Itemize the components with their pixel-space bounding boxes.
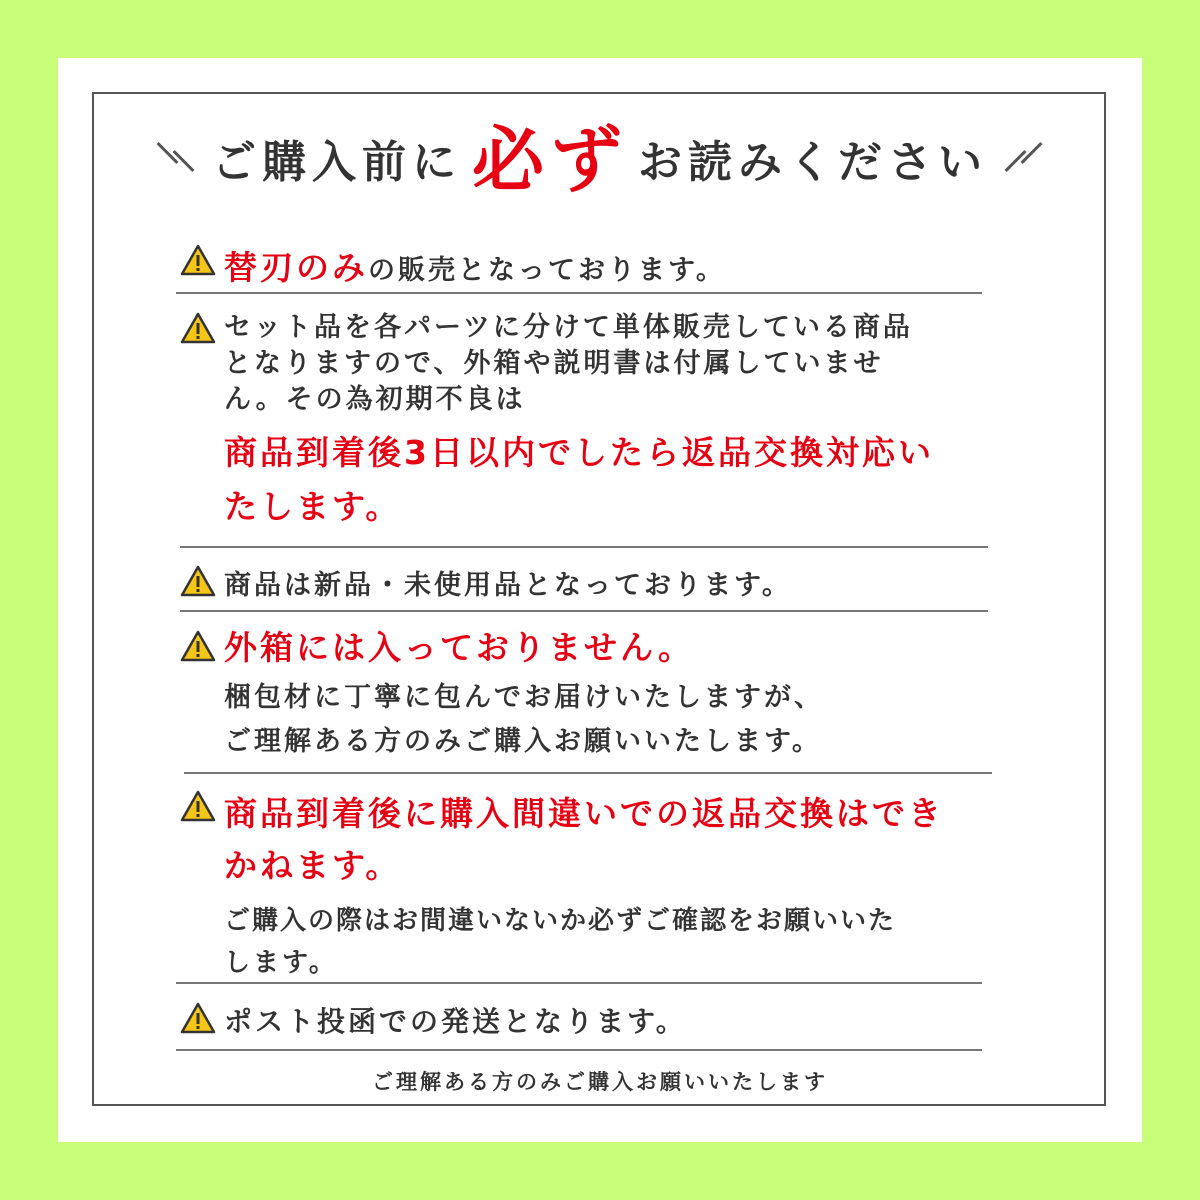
item5-line2: します。 [224,948,338,978]
title-pre: ご購入前に [211,137,462,188]
notice-item-2 [180,310,980,534]
notice-item-5 [180,788,980,984]
divider [180,546,988,548]
warning-icon [180,244,216,276]
item1-highlight: 替刃のみ [224,248,368,287]
item6-text: ポスト投函での発送となります。 [224,1005,687,1038]
item5-line1: ご購入の際はお間違いないか必ずご確認をお願いいた [224,906,897,936]
item5-red-line1: 商品到着後に購入間違いでの返品交換はでき [224,794,944,833]
item4-red: 外箱には入っておりません。 [224,628,694,667]
notice-item-6 [180,1000,980,1040]
slash-decoration-left-icon [158,133,198,183]
item1-text: の販売となっております。 [368,255,726,286]
divider [176,1049,982,1051]
warning-icon [180,790,216,822]
notice-item-1 [180,242,980,289]
item2-line2: となりますので、外箱や説明書は付属していませ [224,348,884,379]
divider [176,982,982,984]
footer-note: ご理解ある方のみご購入お願いいたします [372,1070,828,1094]
item5-red-line2: かねます。 [224,846,402,885]
divider [176,292,982,294]
divider [180,610,988,612]
item3-text: 商品は新品・未使用品となっております。 [224,570,792,601]
warning-icon [180,565,216,597]
warning-icon [180,1002,216,1034]
item2-line3: ん。その為初期不良は [224,384,526,415]
item4-line1: 梱包材に丁寧に包んでお届けいたしますが、 [224,682,824,713]
item2-line1: セット品を各パーツに分けて単体販売している商品 [224,312,913,343]
page-title [92,108,1108,208]
title-post: お読みください [638,137,988,188]
notice-item-4 [180,628,980,764]
item4-line2: ご理解ある方のみご購入お願いいたします。 [224,726,822,757]
item2-red-line1: 商品到着後3日以内でしたら返品交換対応い [224,433,934,472]
warning-icon [180,630,216,662]
title-emphasis: 必ず [471,118,628,202]
divider [184,772,992,774]
warning-icon [180,312,216,344]
notice-item-3 [180,563,980,602]
item2-red-line2: たします。 [224,487,402,526]
slash-decoration-right-icon [1002,133,1042,183]
